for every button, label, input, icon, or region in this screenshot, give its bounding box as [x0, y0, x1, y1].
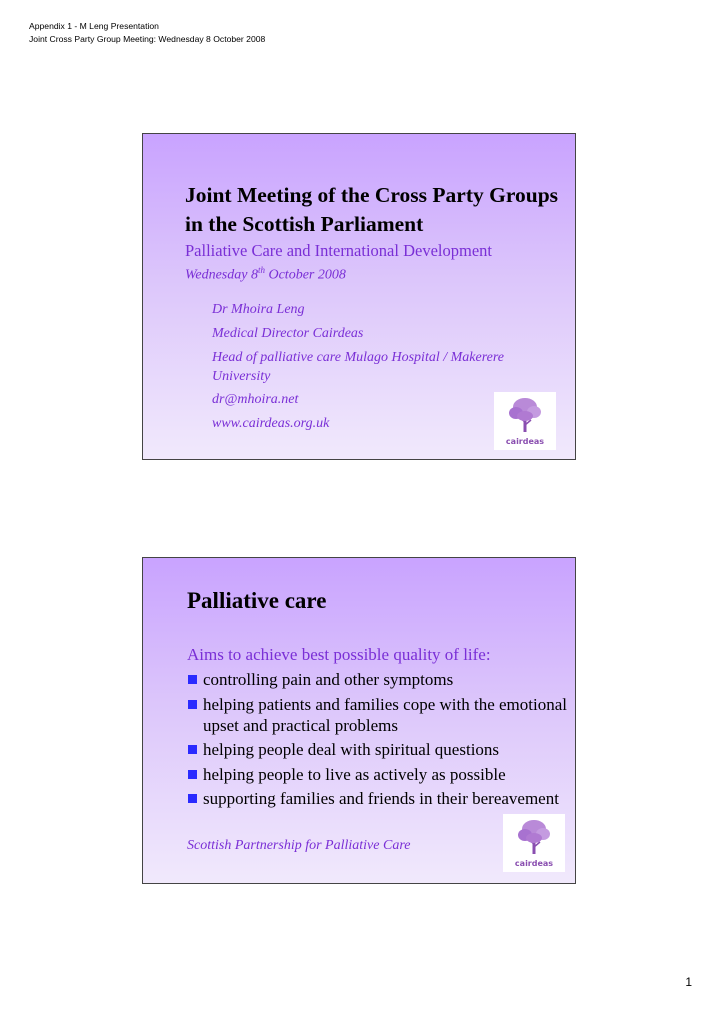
bullet-text: helping people deal with spiritual questions	[203, 740, 500, 759]
list-item	[187, 788, 567, 809]
slide-2	[142, 557, 576, 884]
square-bullet-icon	[188, 675, 197, 684]
square-bullet-icon	[188, 794, 197, 803]
list-item	[187, 669, 567, 690]
list-item	[187, 764, 567, 785]
cairdeas-logo	[494, 392, 556, 450]
slide-1-subtitle: Palliative Care and International Development	[185, 241, 492, 260]
speaker-website: www.cairdeas.org.uk	[212, 416, 330, 431]
date-prefix: Wednesday 8	[185, 267, 258, 283]
date-suffix: October 2008	[264, 267, 346, 283]
slide-2-aims: Aims to achieve best possible quality of life:	[187, 645, 491, 664]
bullet-text: helping people to live as actively as possible	[203, 764, 506, 784]
speaker-info	[212, 300, 542, 438]
header-line-1: Appendix 1 - M Leng Presentation	[29, 21, 159, 31]
bullet-text: helping patients and families cope with the emotional upset and practical problems	[203, 694, 567, 735]
speaker-role-2: Head of palliative care Mulago Hospital / Makerere University	[212, 350, 504, 384]
logo-wordmark: cairdeas	[505, 437, 545, 446]
list-item	[187, 739, 567, 760]
tree-icon	[503, 814, 565, 872]
page-number: 1	[685, 975, 692, 989]
cairdeas-logo	[503, 814, 565, 872]
tree-icon	[494, 392, 556, 450]
slide-1-title: Joint Meeting of the Cross Party Groups in the Scottish Parliament	[185, 183, 559, 236]
date-superscript: th	[257, 265, 265, 275]
page-header	[29, 20, 265, 46]
slide-2-source: Scottish Partnership for Palliative Care	[187, 838, 411, 853]
speaker-name: Dr Mhoira Leng	[212, 302, 305, 317]
bullet-list	[187, 669, 567, 813]
bullet-text: supporting families and friends in their bereavement	[203, 789, 559, 808]
square-bullet-icon	[188, 700, 197, 709]
slide-2-title: Palliative care	[187, 588, 327, 613]
header-line-2: Joint Cross Party Group Meeting: Wednesday 8 October 2008	[29, 34, 266, 44]
logo-wordmark: cairdeas	[514, 859, 554, 868]
list-item	[187, 694, 567, 736]
speaker-email: dr@mhoira.net	[212, 392, 299, 407]
speaker-role-1: Medical Director Cairdeas	[212, 326, 364, 341]
slide-1-date	[185, 265, 346, 284]
square-bullet-icon	[188, 770, 197, 779]
bullet-text: controlling pain and other symptoms	[203, 670, 454, 689]
square-bullet-icon	[188, 745, 197, 754]
slide-1	[142, 133, 576, 460]
